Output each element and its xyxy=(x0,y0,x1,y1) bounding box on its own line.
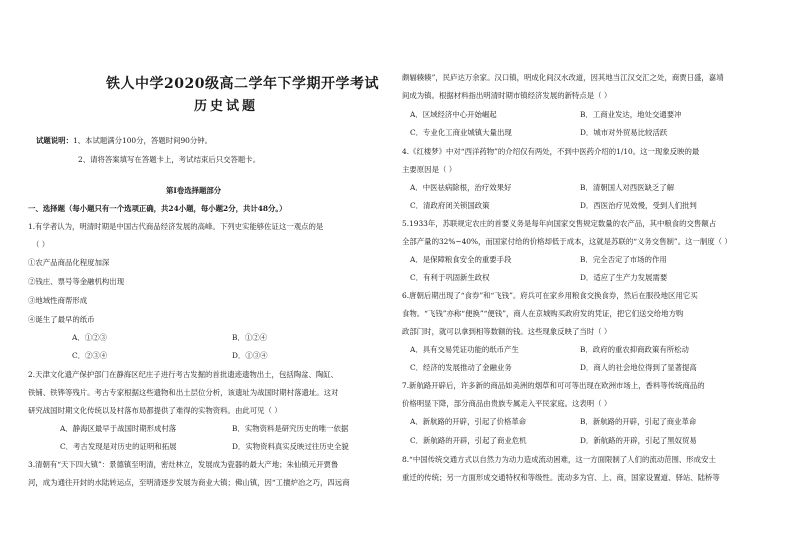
q4-text-1: 4.《红楼梦》中对“西洋药物”的介绍仅有两处，不到中医药介绍的1/10。这一现象反映的最 xyxy=(402,147,700,156)
q1-option-d[interactable]: D．①③④ xyxy=(232,351,268,360)
q5-text-2: 全部产量的32%~40%，而国家付给的价格却低于成本，这就是苏联的“义务交售制”。这一制度（ ） xyxy=(402,237,732,246)
q4-option-b[interactable]: B．清朝国人对西医缺乏了解 xyxy=(580,183,675,192)
q3-option-a[interactable]: A．区域经济中心开始崛起 xyxy=(410,110,497,119)
q1-item-2: ②钱庄、票号等金融机构出现 xyxy=(28,277,125,286)
q3-text-3: 颇辐辏辏”，民庐达万余家。汉口镇，明成化间汉水改道，因其地当江汉交汇之处，商贾日盛，嘉靖 xyxy=(402,73,724,82)
q8-text-2: 重迁的传统；另一方面形成交通特权和等级性。流动多为官、上、商，国家设置道、驿站、陆桥等 xyxy=(402,473,720,482)
q7-option-a[interactable]: A．新航路的开辟，引起了价格革命 xyxy=(410,417,527,426)
q3-text-4: 间成为镇。根据材料指出明清时期市镇经济发展的新特点是（ ） xyxy=(402,91,612,100)
q7-option-b[interactable]: B．新航路的开辟，引起了商业革命 xyxy=(580,417,697,426)
q2-text-3: 研究战国时期文化传统以及村落布局都提供了难得的实物资料。由此可见（ ） xyxy=(28,406,282,415)
q5-option-a[interactable]: A．是保障粮食安全的重要手段 xyxy=(410,255,512,264)
q3-option-d[interactable]: D．城市对外贸易比较活跃 xyxy=(580,128,668,137)
q2-text-2: 铁铺、铁铧等残片。考古专家根据这些遗物和出土层位分析，该遗址为战国时期村落遗址。这对 xyxy=(28,388,339,397)
instructions-label: 试题说明： xyxy=(36,136,73,145)
section-title: 第Ⅰ卷选择题部分 xyxy=(166,186,222,195)
q1-text-2: （ ） xyxy=(32,240,50,249)
q7-option-c[interactable]: C．新航路的开辟，引起了商业危机 xyxy=(410,436,527,445)
q8-text-1: 8.“中国传统交通方式以自然力为动力造成流动困难，这一方面限制了人们的流动范围、形成安土 xyxy=(402,455,716,464)
q2-option-b[interactable]: B．实物资料是研究历史的唯一依据 xyxy=(232,424,349,433)
instructions-text-1: 1、本试题满分100分，答题时间90分钟。 xyxy=(72,136,213,145)
exam-title: 铁人中学2020级高二学年下学期开学考试 xyxy=(106,76,379,92)
q6-text-2: 食物。“飞钱”亦称“便换”“便钱”，商人在京城购买政府发的凭证，把它们送交给地方购 xyxy=(402,309,684,318)
q4-option-d[interactable]: D．西医治疗见效慢，受到人们批判 xyxy=(580,201,697,210)
q5-option-c[interactable]: C．有利于巩固新生政权 xyxy=(410,273,490,282)
q1-text-1: 1.有学者认为，明清时期是中国古代商品经济发展的高峰。下列史实能够佐证这一观点的是 xyxy=(28,222,324,231)
q5-option-d[interactable]: D．适应了生产力发展需要 xyxy=(580,273,668,282)
q3-option-b[interactable]: B．工商业发达，地处交通要冲 xyxy=(580,110,682,119)
q2-option-d[interactable]: D．实物资料真实反映过往历史全貌 xyxy=(232,442,349,451)
section-heading: 一、选择题（每小题只有一个选项正确，共24小题，每小题2分，共计48分。） xyxy=(28,204,287,213)
q6-option-a[interactable]: A．具有交易凭证功能的纸币产生 xyxy=(410,345,519,354)
q3-option-c[interactable]: C．专业化工商业城镇大量出现 xyxy=(410,128,512,137)
q6-option-b[interactable]: B．政府的重农抑商政策有所松动 xyxy=(580,345,689,354)
q2-option-c[interactable]: C．考古发现是对历史的证明和拓展 xyxy=(60,442,177,451)
q3-text-2: 河，成为通往开封的水陆转运点，至明清逐步发展为商业大镇；佛山镇，因“工擅炉冶之巧，四远商 xyxy=(28,478,350,487)
q3-text-1: 3.清朝有“天下四大镇”：景德镇至明清，密灶林立，发展成为瓷器的最大产地；朱仙镇元开贾鲁 xyxy=(28,460,339,469)
q6-option-c[interactable]: C．经济的发展推动了金融业务 xyxy=(410,363,512,372)
exam-subtitle: 历史试题 xyxy=(194,99,259,114)
q6-option-d[interactable]: D．商人的社会地位得到了显著提高 xyxy=(580,363,697,372)
q1-item-3: ③地域性商帮形成 xyxy=(28,296,88,305)
q1-item-1: ①农产品商品化程度加深 xyxy=(28,258,110,267)
q2-text-1: 2.天津文化遗产保护部门在静海区纪庄子进行考古发掘的首批遗迹遗物出土，包括陶盆、陶缸、 xyxy=(28,370,339,379)
q6-text-3: 政部门时，就可以拿到相等数额的钱。这些现象反映了当时（ ） xyxy=(402,327,612,336)
q7-text-1: 7.新航路开辟后，许多新的商品如美洲的烟草和可可等出现在欧洲市场上，香料等传统商品的 xyxy=(402,381,705,390)
q6-text-1: 6.唐朝后期出现了“食券”和“飞钱”。府兵可在家乡用粮食交换食券，然后在服役地区用它买 xyxy=(402,291,698,300)
q1-option-a[interactable]: A．①②③ xyxy=(72,333,107,342)
q4-option-c[interactable]: C．清政府闭关锁国政策 xyxy=(410,201,490,210)
instructions-line-1 xyxy=(36,136,212,146)
q1-option-b[interactable]: B．①②④ xyxy=(232,333,267,342)
q4-text-2: 主要原因是（ ） xyxy=(402,165,457,174)
q5-option-b[interactable]: B．完全否定了市场的作用 xyxy=(580,255,667,264)
q1-item-4: ④诞生了最早的纸币 xyxy=(28,315,95,324)
q7-text-2: 价格明显下降，部分商品由贵族专属走入平民家庭。这表明（ ） xyxy=(402,399,612,408)
q7-option-d[interactable]: D．新航路的开辟，引起了黑奴贸易 xyxy=(580,436,697,445)
instructions-line-2: 2、请将答案填写在答题卡上，考试结束后只交答题卡。 xyxy=(78,155,261,164)
q2-option-a[interactable]: A．静海区最早于战国时期形成村落 xyxy=(60,424,177,433)
q5-text-1: 5.1933年，苏联规定农庄的首要义务是每年向国家交售规定数量的农产品，其中粮食的交售额占 xyxy=(402,219,717,228)
q1-option-c[interactable]: C．②③④ xyxy=(72,351,108,360)
q4-option-a[interactable]: A．中医祛病除根，治疗效果好 xyxy=(410,183,512,192)
